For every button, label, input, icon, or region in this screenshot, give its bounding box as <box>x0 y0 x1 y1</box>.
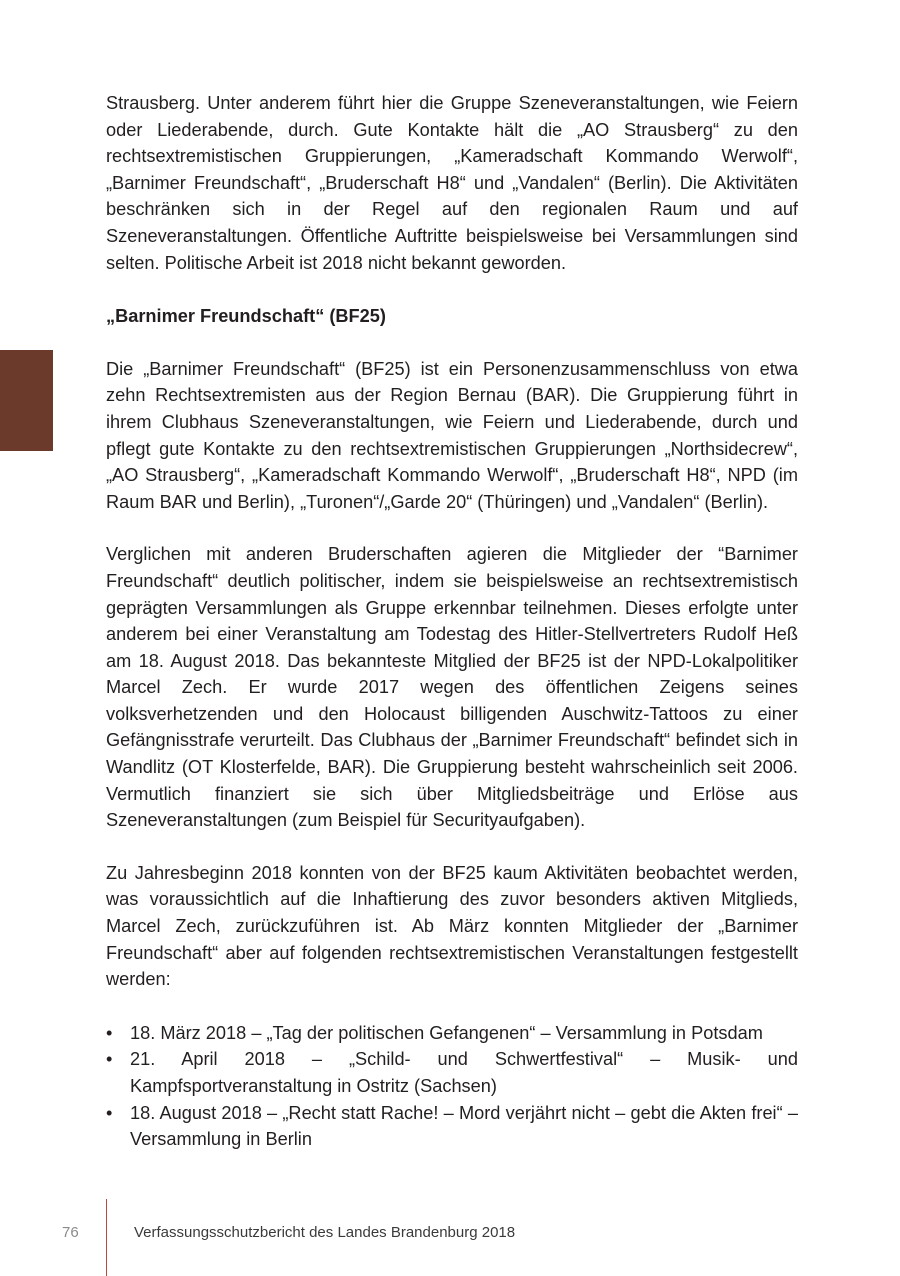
chapter-tab-marker <box>0 350 53 451</box>
paragraph-3: Zu Jahresbeginn 2018 konnten von der BF25 kaum Aktivitäten beobachtet werden, was voraussichtlich auf die Inhaftierung des zuvor besonders aktiven Mitglieds, Marcel Zech, zurückzuführen ist. Ab März konnten Mitglieder der „Barnimer Freundschaft“ aber auf folgenden rechtsextremistischen Veranstaltungen festgestellt werden: <box>106 862 798 990</box>
list-item-text: 21. April 2018 – „Schild- und Schwertfestival“ – Musik- und Kampfsportveranstaltung in Ostritz (Sachsen) <box>130 1049 798 1096</box>
footer-title: Verfassungsschutzbericht des Landes Brandenburg 2018 <box>134 1224 516 1241</box>
paragraph-1: Die „Barnimer Freundschaft“ (BF25) ist ein Personenzusammenschluss von etwa zehn Rechtsextremisten aus der Region Bernau (BAR). Die Gruppierung führt in ihrem Clubhaus Szeneveranstaltungen, wie Feiern und Liederabende, durch und pflegt gute Kontakte zu den rechtsextremistischen Gruppierungen „Northsidecrew“, „AO Strausberg“, „Kameradschaft Kommando Werwolf“, „Bruderschaft H8“, NPD (im Raum BAR und Berlin), „Turonen“/„Garde 20“ (Thüringen) und „Vandalen“ (Berlin). <box>106 358 798 512</box>
bullet-icon: • <box>106 1022 113 1043</box>
list-item <box>106 1100 798 1153</box>
paragraph-2: Verglichen mit anderen Bruderschaften agieren die Mitglieder der “Barnimer Freundschaft“ deutlich politischer, indem sie beispielsweise an rechtsextremistisch geprägten Versammlungen als Gruppe erkennbar teilnehmen. Dieses erfolgte unter anderem bei einer Veranstaltung am Todestag des Hitler-Stellvertreters Rudolf Heß am 18. August 2018. Das bekannteste Mitglied der BF25 ist der NPD-Lokalpolitiker Marcel Zech. Er wurde 2017 wegen des öffentlichen Zeigens seines volksverhetzenden und den Holocaust billigenden Auschwitz-Tattoos zu einer Gefängnisstrafe verurteilt. Das Clubhaus der „Barnimer Freundschaft“ befindet sich in Wandlitz (OT Klosterfelde, BAR). Die Gruppierung besteht wahrscheinlich seit 2006. Vermutlich finanziert sie sich über Mitgliedsbeiträge und Erlöse aus Szeneveranstaltungen (zum Beispiel für Securityaufgaben). <box>106 544 798 831</box>
section-heading: „Barnimer Freundschaft“ (BF25) <box>106 306 386 327</box>
intro-paragraph: Strausberg. Unter anderem führt hier die Gruppe Szeneveranstaltungen, wie Feiern oder Liederabende, durch. Gute Kontakte hält die „AO Strausberg“ zu den rechtsextremistischen Gruppierungen, „Kameradschaft Kommando Werwolf“, „Barnimer Freundschaft“, „Bruderschaft H8“ und „Vandalen“ (Berlin). Die Aktivitäten beschränken sich in der Regel auf den regionalen Raum und auf Szeneveranstaltungen. Öffentliche Auftritte beispielsweise bei Versammlungen sind selten. Politische Arbeit ist 2018 nicht bekannt geworden. <box>106 93 798 273</box>
event-list <box>106 1020 798 1153</box>
footer-divider <box>106 1199 107 1276</box>
list-item <box>106 1046 798 1099</box>
list-item <box>106 1020 798 1047</box>
page-number: 76 <box>62 1224 79 1241</box>
list-item-text: 18. März 2018 – „Tag der politischen Gefangenen“ – Versammlung in Potsdam <box>130 1022 763 1043</box>
bullet-icon: • <box>106 1102 113 1123</box>
bullet-icon: • <box>106 1049 113 1070</box>
page-body <box>106 90 798 1153</box>
list-item-text: 18. August 2018 – „Recht statt Rache! – Mord verjährt nicht – gebt die Akten frei“ – Versammlung in Berlin <box>130 1102 798 1150</box>
